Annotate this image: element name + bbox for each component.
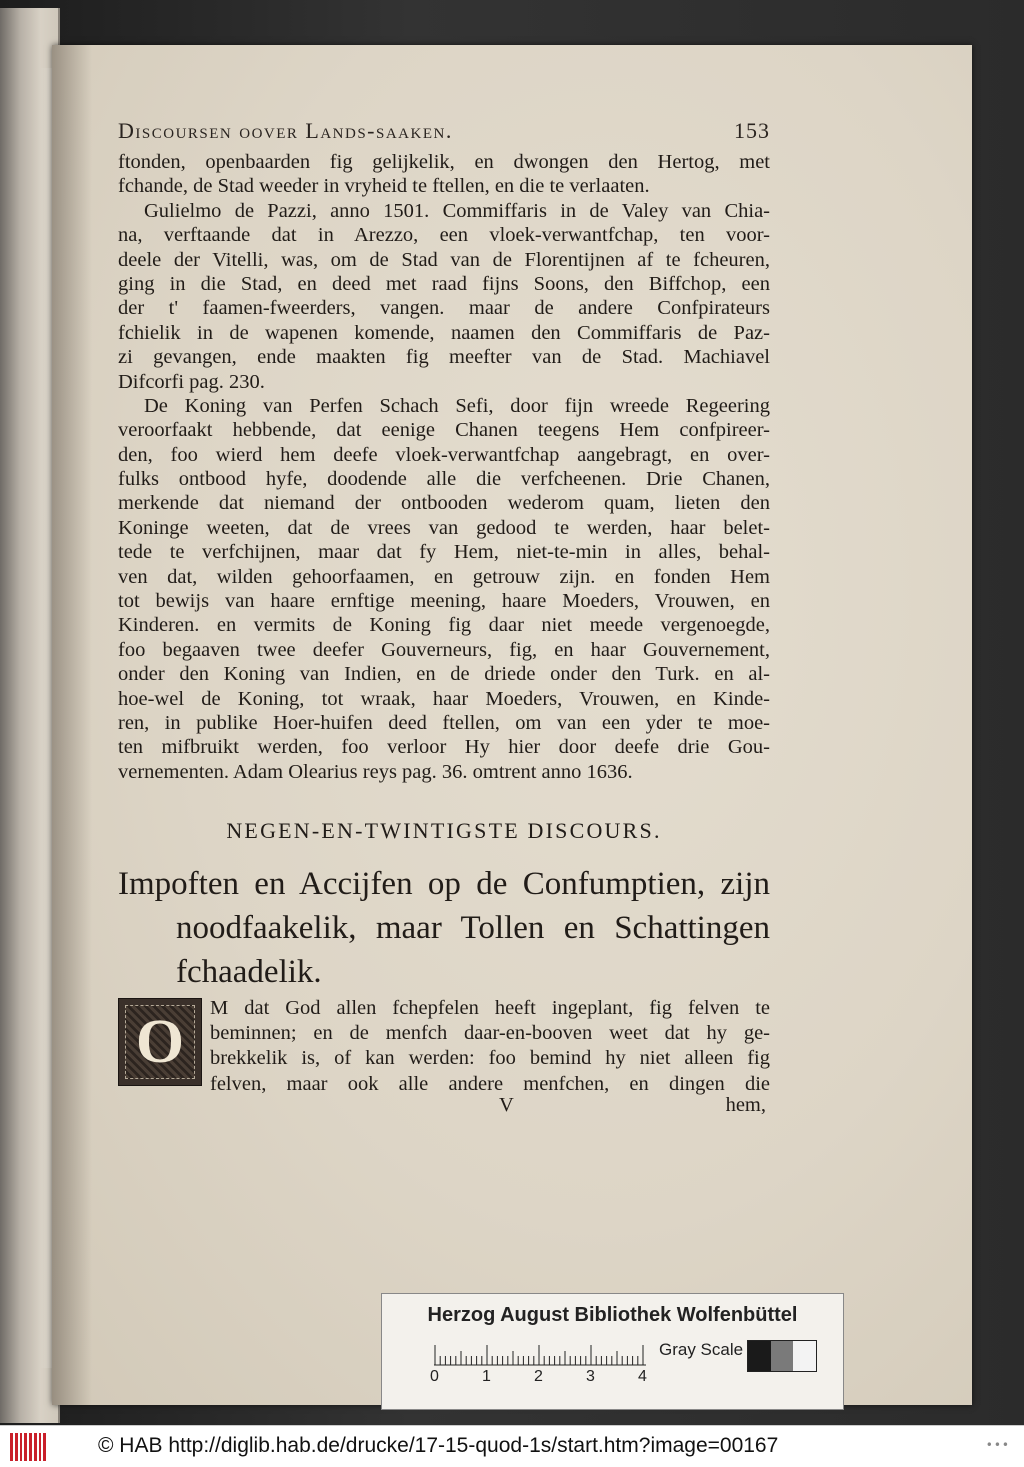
text-line: veroorfaakt hebbende, dat eenige Chanen teegens Hem confpireer- <box>118 419 770 442</box>
discourse-title <box>118 862 770 994</box>
signature-mark: V <box>499 1094 514 1116</box>
body-text <box>118 150 770 784</box>
ruler-label: 0 <box>430 1368 439 1385</box>
viewer-footer-bar <box>0 1425 1024 1467</box>
text-line: fchielik in de wapenen komende, naamen den Commiffaris de Paz- <box>118 321 770 344</box>
text-line: hoe-wel de Koning, tot wraak, haar Moeders, Vrouwen, en Kinde- <box>118 687 770 710</box>
text-line: tede te verfchijnen, maar dat fy Hem, niet-te-min in alles, behal- <box>118 541 770 564</box>
text-line: fchande, de Stad weeder in vryheid te ftellen, en die te verlaaten. <box>118 175 650 198</box>
gray-swatch <box>793 1341 816 1371</box>
ruler-label: 1 <box>482 1368 491 1385</box>
text-line: ven dat, wilden gehoorfaamen, en getrouw zijn. en fonden Hem <box>118 565 770 588</box>
text-line: ging in die Stad, en deed met raad fijns Soons, den Biffchop, een <box>118 272 770 295</box>
title-line: noodfaakelik, maar Tollen en Schattingen <box>176 910 770 946</box>
ornamental-drop-cap <box>118 998 202 1086</box>
text-line: M dat God allen fchepfelen heeft ingeplant, fig felven te <box>210 997 770 1019</box>
page-footer-marks <box>118 1094 770 1120</box>
text-line: fulks ontbood hyfe, doodende alle die verfcheenen. Drie Chanen, <box>118 468 770 491</box>
left-page-edge <box>0 8 60 1423</box>
calibration-card <box>381 1293 844 1410</box>
discourse-heading: NEGEN-EN-TWINTIGSTE DISCOURS. <box>226 818 662 843</box>
opening-paragraph <box>118 996 770 1097</box>
text-line: Gulielmo de Pazzi, anno 1501. Commiffaris in de Valey van Chia- <box>144 199 770 222</box>
text-line: na, verftaande dat in Arezzo, een vloek-verwantfchap, ten voor- <box>118 224 770 247</box>
text-line: merkende dat niemand der ontbooden wederom quam, lieten den <box>118 492 770 515</box>
ruler-label: 3 <box>586 1368 595 1385</box>
text-line: Koninge weeten, dat de vrees van gedood te werden, haar belet- <box>118 516 770 539</box>
hab-barcode-logo-icon[interactable] <box>10 1433 46 1461</box>
gray-swatch <box>771 1341 794 1371</box>
text-line: felven, maar ook alle andere menfchen, en dingen die <box>210 1072 770 1095</box>
title-line: fchaadelik. <box>176 954 322 990</box>
text-line: den, foo wierd hem deefe vloek-verwantfchap aangebragt, en over- <box>118 443 770 466</box>
page-number: 153 <box>734 118 770 143</box>
text-line: De Koning van Perfen Schach Sefi, door fijn wreede Regeering <box>144 394 770 417</box>
text-line: ftonden, openbaarden fig gelijkelik, en dwongen den Hertog, met <box>118 151 770 173</box>
copyright-link[interactable]: © HAB http://diglib.hab.de/drucke/17-15-quod-1s/start.htm?image=00167 <box>98 1434 779 1457</box>
drop-cap-letter: O <box>135 1007 185 1076</box>
text-line: foo begaaven twee deefer Gouverneurs, fig, en haar Gouvernement, <box>118 638 770 661</box>
ruler-label: 4 <box>638 1368 647 1385</box>
gray-swatch <box>748 1341 771 1371</box>
card-title: Herzog August Bibliothek Wolfenbüttel <box>427 1304 798 1326</box>
text-line: tot bewijs van haare ernftige meening, haare Moeders, Vrouwen, en <box>118 590 770 613</box>
title-line: Impoften en Accijfen op de Confumptien, zijn <box>118 866 770 902</box>
text-line: onder den Koning van Indien, en de driede onder den Turk. en al- <box>118 663 770 686</box>
catchword: hem, <box>725 1094 766 1116</box>
more-dots-icon[interactable]: ••• <box>985 1438 1010 1452</box>
ruler-scale <box>434 1344 646 1366</box>
text-line: deele der Vitelli, was, om de Stad van de Florentijnen af te fcheuren, <box>118 248 770 271</box>
text-line: brekkelik is, of kan werden: foo bemind hy niet alleen fig <box>210 1047 770 1070</box>
running-head-title: Discoursen oover Lands-saaken. <box>118 118 453 143</box>
text-line: ren, in publike Hoer-huifen deed ftellen, om van een yder te moe- <box>118 711 770 734</box>
text-line: ten mifbruikt werden, foo verloor Hy hier door deefe drie Gou- <box>118 736 770 759</box>
ruler-labels <box>430 1368 650 1388</box>
text-line: Difcorfi pag. 230. <box>118 370 265 393</box>
gutter-shadow <box>52 45 92 1405</box>
gray-scale-swatches <box>747 1340 817 1372</box>
gray-scale-label: Gray Scale <box>659 1340 744 1359</box>
text-line: beminnen; en de menfch daar-en-booven weet dat hy ge- <box>210 1022 770 1045</box>
text-line: vernementen. Adam Olearius reys pag. 36. omtrent anno 1636. <box>118 760 633 783</box>
text-line: zi gevangen, ende maakten fig meefter van de Stad. Machiavel <box>118 346 770 369</box>
ruler-label: 2 <box>534 1368 543 1385</box>
text-line: der t' faamen-fweerders, vangen. maar de andere Confpirateurs <box>118 297 770 320</box>
text-line: Kinderen. en vermits de Koning fig daar niet meede vergenoegde, <box>118 614 770 637</box>
running-head <box>118 118 770 144</box>
